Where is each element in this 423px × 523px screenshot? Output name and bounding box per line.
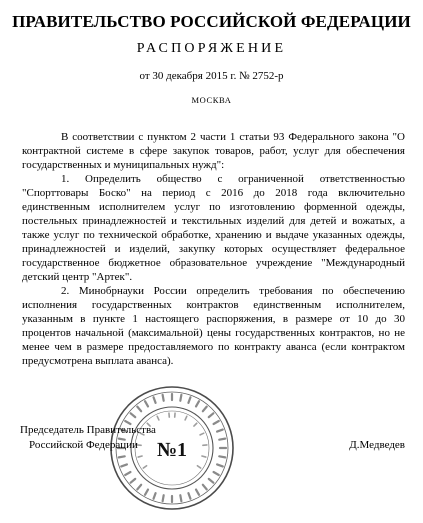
city-name: МОСКВА [191,95,232,105]
document-type: РАСПОРЯЖЕНИЕ [136,41,287,56]
date-and-number: от 30 декабря 2015 г. № 2752-р [139,70,284,82]
seal-number: №1 [156,439,188,461]
item-1-paragraph: 1. Определить общество с ограниченной ответственностью "Спорттовары Боско" на период с 2016 до 2018 года включительно единственным исполнителем услуг по изготовлению форменной одежды, постельных принадлежностей и текстильных изделий для детей и вожатых, а также услуг по технической обработке, хранению и выдаче указанных одежды, принадлежностей и изделий, закупку которых осуществляет федеральное государственное бюджетное образовательное учреждение "Международный детский центр "Артек". [22,173,405,283]
intro-paragraph: В соответствии с пунктом 2 части 1 статьи 93 Федерального закона "О контрактной системе в сфере закупок товаров, работ, услуг для обеспечения государственных и муниципальных нужд": [22,131,405,171]
document-body [22,130,405,368]
signatory-name: Д.Медведев [349,439,405,451]
signatory-title-line-1: Председатель Правительства [20,424,156,436]
item-2-paragraph: 2. Минобрнауки России определить требования по обеспечению исполнения государственных контрактов единственным исполнителем, указанным в пункте 1 настоящего распоряжения, в размере от 10 до 30 процентов начальной (максимальной) цены государственных контрактов, но не менее чем в размере предоставляемого по контракту аванса (если контрактом предусмотрена выплата аванса). [22,285,405,367]
signatory-title-line-2: Российской Федерации [29,439,138,451]
issuer-heading: ПРАВИТЕЛЬСТВО РОССИЙСКОЙ ФЕДЕРАЦИИ [12,12,411,31]
signatory-title [20,423,156,453]
